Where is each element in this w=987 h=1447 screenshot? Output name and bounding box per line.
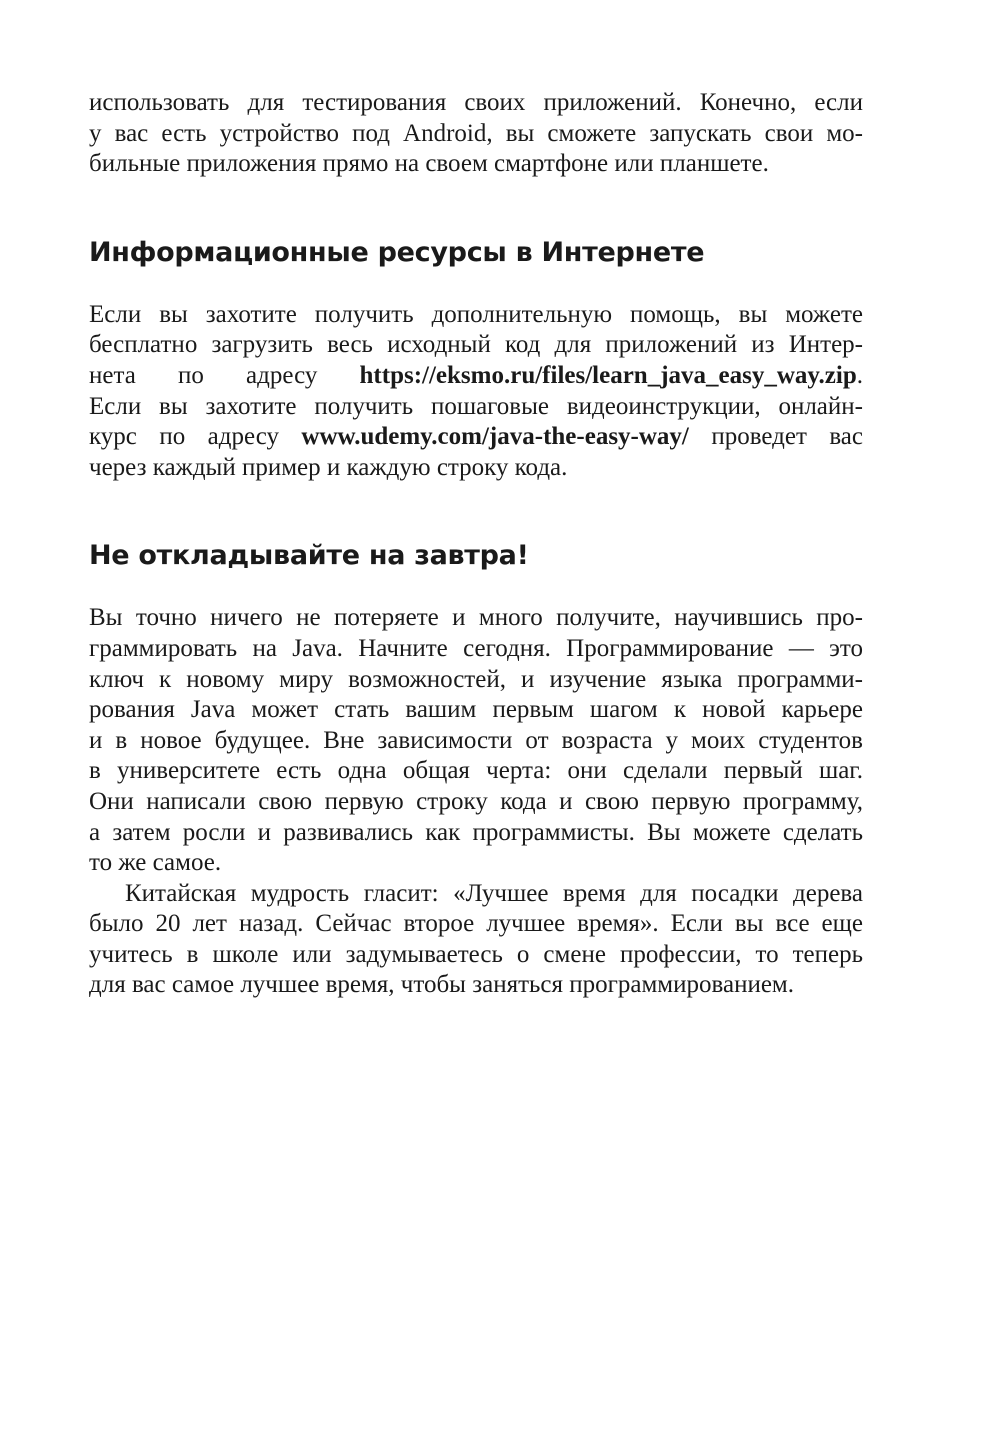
text-line: то же самое. bbox=[89, 849, 222, 877]
text-line: в университете есть одна общая черта: они сделали первый шаг. bbox=[89, 757, 863, 785]
text-line: рования Java может стать вашим первым шагом к новой карьере bbox=[89, 696, 863, 724]
section-heading-dont-delay: Не откладывайте на завтра! bbox=[89, 540, 529, 572]
intro-paragraph bbox=[89, 88, 863, 180]
text-line: Они написали свою первую строку кода и свою первую программу, bbox=[89, 787, 863, 815]
quote-paragraph bbox=[89, 879, 863, 1001]
text-line: было 20 лет назад. Сейчас второе лучшее время». Если вы все еще bbox=[89, 910, 863, 938]
text-fragment: проведет вас bbox=[688, 423, 863, 451]
udemy-course-link[interactable]: www.udemy.com/java-the-easy-way/ bbox=[301, 423, 689, 451]
text-line: граммировать на Java. Начните сегодня. Программирование — это bbox=[89, 634, 863, 662]
text-line: для вас самое лучшее время, чтобы заняться программированием. bbox=[89, 971, 794, 999]
book-page bbox=[89, 88, 863, 1001]
text-line: у вас есть устройство под Android, вы сможете запускать свои мо- bbox=[89, 119, 863, 147]
text-line: Вы точно ничего не потеряете и много получите, научившись про- bbox=[89, 604, 863, 632]
text-line: бильные приложения прямо на своем смартфоне или планшете. bbox=[89, 150, 769, 178]
text-line: бесплатно загрузить весь исходный код для приложений из Интер- bbox=[89, 331, 863, 359]
motivation-paragraph bbox=[89, 603, 863, 878]
text-line: а затем росли и развивались как программисты. Вы можете сделать bbox=[89, 818, 863, 846]
text-fragment: курс по адресу bbox=[89, 423, 302, 451]
text-fragment: нета по адресу bbox=[89, 361, 360, 389]
resources-paragraph bbox=[89, 300, 863, 484]
text-line: использовать для тестирования своих приложений. Конечно, если bbox=[89, 89, 863, 116]
text-line bbox=[89, 422, 863, 453]
text-line: ключ к новому миру возможностей, и изучение языка программи- bbox=[89, 665, 863, 693]
text-line: Если вы захотите получить пошаговые видеоинструкции, онлайн- bbox=[89, 392, 863, 420]
text-line: учитесь в школе или задумываетесь о смене профессии, то теперь bbox=[89, 940, 863, 968]
text-line: Китайская мудрость гласит: «Лучшее время для посадки дерева bbox=[125, 879, 863, 907]
text-line bbox=[89, 361, 863, 392]
text-fragment: . bbox=[856, 361, 863, 389]
text-line: Если вы захотите получить дополнительную помощь, вы можете bbox=[89, 300, 863, 328]
text-line: через каждый пример и каждую строку кода. bbox=[89, 453, 568, 481]
text-line: и в новое будущее. Вне зависимости от возраста у моих студентов bbox=[89, 726, 863, 754]
eksmo-download-link[interactable]: https://eksmo.ru/files/learn_java_easy_way.zip bbox=[359, 361, 857, 389]
section-heading-internet-resources: Информационные ресурсы в Интернете bbox=[89, 236, 705, 268]
